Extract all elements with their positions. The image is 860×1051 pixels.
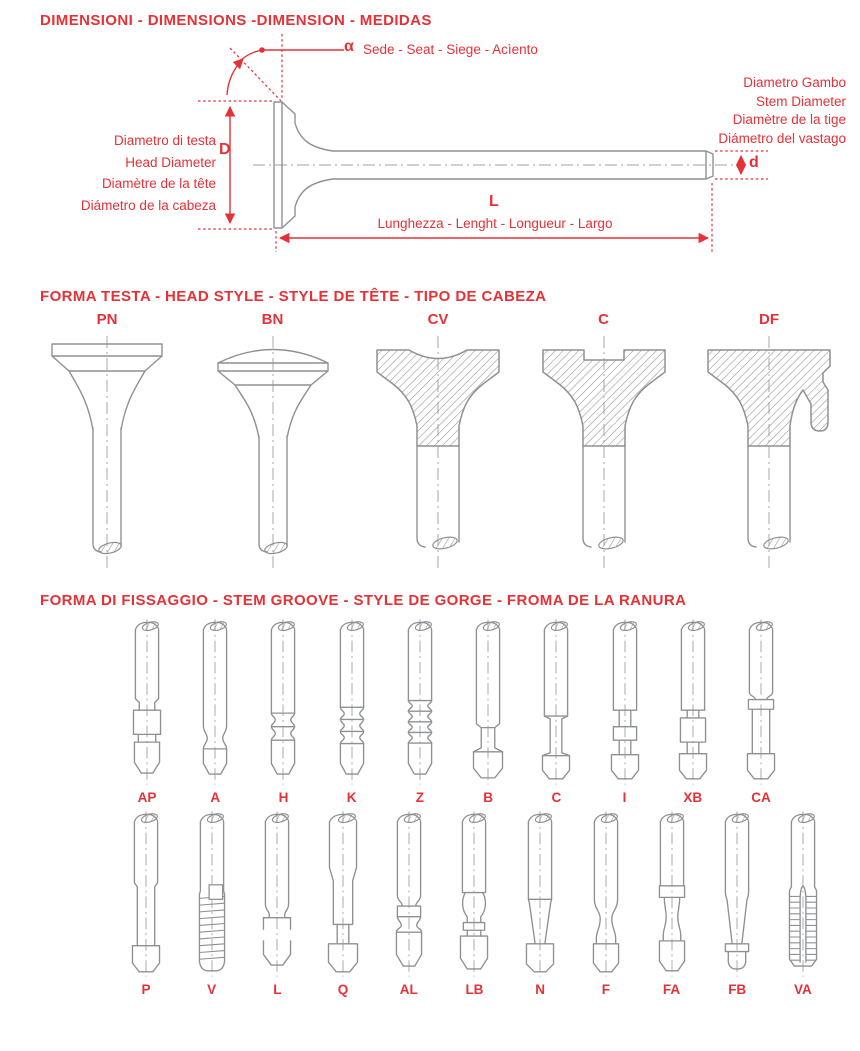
seat-label: Sede - Seat - Siege - Acìento [363, 42, 538, 57]
stem-groove-c [527, 617, 585, 805]
stem-groove-title: FORMA DI FISSAGGIO - STEM GROOVE - STYLE DE GORGE - FROMA DE LA RANURA [40, 592, 687, 609]
stem-groove-al [380, 809, 438, 997]
stem-groove-fb-drawing [708, 809, 766, 979]
head-style-cv-drawing [363, 330, 513, 578]
head-style-cv [363, 311, 513, 578]
stem-groove-lb-drawing [445, 809, 503, 979]
head-style-df [694, 311, 844, 578]
stem-groove-k-drawing [323, 617, 381, 787]
stem-groove-ap [118, 617, 176, 805]
stem-groove-n-drawing [511, 809, 569, 979]
head-style-bn [198, 311, 348, 578]
stem-groove-v-drawing [183, 809, 241, 979]
stem-groove-label: VA [793, 982, 812, 997]
stem-groove-b [459, 617, 517, 805]
stem-groove-label: FA [662, 982, 681, 997]
head-style-label: BN [261, 311, 284, 328]
head-style-row [32, 311, 844, 578]
stem-groove-f [577, 809, 635, 997]
dimensions-title: DIMENSIONI - DIMENSIONS -DIMENSION - MEDIDAS [40, 12, 432, 29]
stem-groove-label: Z [415, 790, 424, 805]
stem-groove-label: L [273, 982, 282, 997]
stem-groove-v [183, 809, 241, 997]
stem-groove-label: CA [751, 790, 771, 805]
stem-groove-xb-drawing [664, 617, 722, 787]
stem-groove-p [117, 809, 175, 997]
stem-groove-label: F [601, 982, 610, 997]
stem-groove-fa-drawing [643, 809, 701, 979]
stem-groove-lb [445, 809, 503, 997]
length-label: Lunghezza - Lenght - Longueur - Largo [377, 216, 613, 231]
stem-groove-label: I [622, 790, 627, 805]
stem-groove-fa [643, 809, 701, 997]
head-style-c-drawing [529, 330, 679, 578]
stem-groove-label: K [346, 790, 357, 805]
stem-groove-i-drawing [596, 617, 654, 787]
stem-groove-al-drawing [380, 809, 438, 979]
stem-groove-label: P [141, 982, 151, 997]
stem-groove-n [511, 809, 569, 997]
stem-groove-va-drawing [774, 809, 832, 979]
head-style-label: C [598, 311, 609, 328]
stem-groove-xb [664, 617, 722, 805]
stem-groove-k [323, 617, 381, 805]
stem-groove-l-drawing [248, 809, 306, 979]
stem-groove-i [596, 617, 654, 805]
stem-groove-label: A [210, 790, 221, 805]
stem-diameter-labels: Diametro Gambo Stem Diameter Diamètre de la tige Diámetro del vastago [718, 75, 846, 146]
head-style-label: CV [427, 311, 449, 328]
stem-groove-label: LB [465, 982, 484, 997]
head-style-label: DF [759, 311, 779, 328]
stem-groove-ca-drawing [732, 617, 790, 787]
stem-groove-label: Q [337, 982, 349, 997]
head-style-bn-drawing [198, 330, 348, 578]
stem-groove-fb [708, 809, 766, 997]
stem-groove-l [248, 809, 306, 997]
stem-groove-label: C [551, 790, 562, 805]
seat-angle-symbol: α [344, 38, 354, 55]
stem-groove-q-drawing [314, 809, 372, 979]
stem-groove-z-drawing [391, 617, 449, 787]
stem-groove-label: AL [399, 982, 418, 997]
stem-groove-p-drawing [117, 809, 175, 979]
stem-groove-z [391, 617, 449, 805]
head-diameter-labels: Diametro di testa Head Diameter Diamètre de la tête Diámetro de la cabeza [80, 133, 216, 213]
stem-groove-h-drawing [254, 617, 312, 787]
head-style-title: FORMA TESTA - HEAD STYLE - STYLE DE TÊTE - TIPO DE CABEZA [40, 288, 547, 305]
stem-groove-c-drawing [527, 617, 585, 787]
head-style-section [0, 288, 860, 578]
stem-groove-b-drawing [459, 617, 517, 787]
stem-groove-label: N [535, 982, 545, 997]
stem-groove-ap-drawing [118, 617, 176, 787]
stem-groove-q [314, 809, 372, 997]
stem-groove-label: B [483, 790, 493, 805]
stem-groove-a-drawing [186, 617, 244, 787]
stem-groove-row-2 [117, 809, 832, 997]
stem-groove-label: XB [683, 790, 703, 805]
stem-groove-row-1 [118, 617, 790, 805]
head-diameter-symbol: D [219, 141, 231, 158]
head-style-c [529, 311, 679, 578]
head-style-pn-drawing [32, 330, 182, 578]
stem-groove-va [774, 809, 832, 997]
stem-groove-label: H [278, 790, 289, 805]
stem-groove-h [254, 617, 312, 805]
head-style-label: PN [96, 311, 118, 328]
stem-groove-ca [732, 617, 790, 805]
length-symbol: L [489, 193, 499, 210]
head-style-pn [32, 311, 182, 578]
stem-groove-label: AP [137, 790, 157, 805]
stem-groove-a [186, 617, 244, 805]
dimensions-section [0, 0, 860, 268]
stem-groove-section [0, 592, 860, 997]
stem-groove-label: V [207, 982, 217, 997]
head-style-df-drawing [694, 330, 844, 578]
stem-diameter-symbol: d [749, 154, 759, 171]
stem-groove-f-drawing [577, 809, 635, 979]
stem-groove-label: FB [728, 982, 747, 997]
